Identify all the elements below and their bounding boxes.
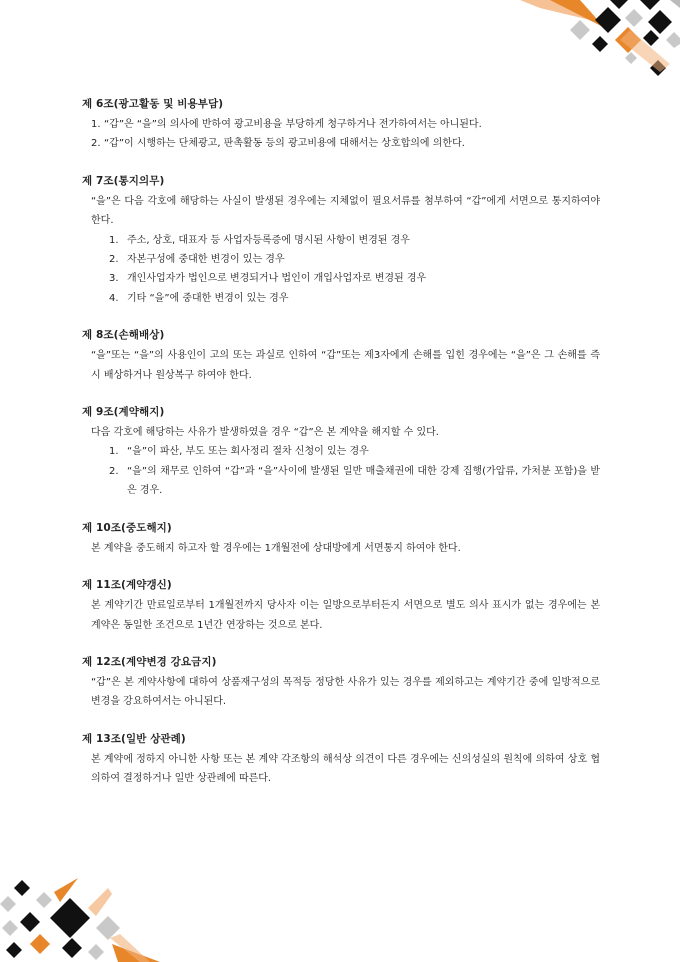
item-number: 2. — [91, 138, 101, 150]
list-item — [82, 134, 600, 153]
article-body: “갑”은 본 계약사항에 대하여 상품재구성의 목적등 정당한 사유가 있는 경우를 제외하고는 계약기간 중에 일방적으로 변경을 강요하여서는 아니된다. — [91, 676, 600, 708]
list-item — [82, 442, 600, 461]
article-body: 본 계약기간 만료일로부터 1개월전까지 당사자 이는 일방으로부터든지 서면으로 별도 의사 표시가 없는 경우에는 본 계약은 동일한 조건으로 1년간 연장하는 것으로 본다. — [91, 600, 600, 631]
list-item — [82, 462, 600, 501]
list-item — [82, 289, 600, 308]
article-body: 본 계약에 정하지 아니한 사항 또는 본 계약 각조항의 해석상 의견이 다른 경우에는 신의성실의 원칙에 의하여 상호 협의하여 결정하거나 일반 상관례에 따른다. — [91, 753, 600, 785]
article-body: 다음 각호에 해당하는 사유가 발생하였을 경우 “갑”은 본 계약을 해지할 수 있다. — [91, 427, 439, 439]
article-heading: 제 10조(중도해지) — [82, 521, 172, 534]
article-heading: 제 7조(통지의무) — [82, 174, 165, 187]
article-13 — [82, 731, 600, 789]
article-heading: 제 8조(손해배상) — [82, 329, 165, 342]
item-number: 1. — [109, 446, 119, 458]
top-diamond-decoration — [510, 0, 680, 80]
article-9 — [82, 404, 600, 501]
article-7 — [82, 173, 600, 308]
item-number: 1. — [109, 234, 119, 246]
article-heading: 제 11조(계약갱신) — [82, 579, 172, 592]
article-body: “을”은 다음 각호에 해당하는 사실이 발생된 경우에는 지체없이 필요서류를 첨부하여 “갑”에게 서면으로 통지하여야 한다. — [91, 195, 600, 227]
item-text: 자본구성에 중대한 변경이 있는 경우 — [127, 254, 285, 266]
list-item — [82, 250, 600, 269]
item-text: 주소, 상호, 대표자 등 사업자등록증에 명시된 사항이 변경된 경우 — [127, 234, 410, 246]
article-10 — [82, 520, 600, 558]
article-body: 본 계약을 중도해지 하고자 할 경우에는 1개월전에 상대방에게 서면통지 하여야 한다. — [91, 542, 461, 554]
item-text: 개인사업자가 법인으로 변경되거나 법인이 개입사업자로 변경된 경우 — [127, 273, 427, 285]
item-number: 1. — [91, 119, 101, 130]
article-heading: 제 13조(일반 상관례) — [82, 732, 186, 745]
item-text: “을”이 파산, 부도 또는 회사정리 절차 신청이 있는 경우 — [127, 446, 369, 458]
article-heading: 제 9조(계약해지) — [82, 406, 165, 419]
article-heading: 제 6조(광고활동 및 비용부담) — [82, 98, 224, 110]
list-item — [82, 231, 600, 250]
clause-list — [82, 442, 600, 500]
clause-list — [82, 231, 600, 309]
article-12 — [82, 654, 600, 712]
item-text: “을”의 채무로 인하여 “갑”과 “을”사이에 발생된 일반 매출채권에 대한 강제 집행(가압류, 가처분 포함)을 받은 경우. — [127, 465, 600, 497]
list-item — [82, 115, 600, 134]
item-text: 기타 “을”에 중대한 변경이 있는 경우 — [127, 292, 289, 304]
item-number: 4. — [109, 292, 119, 304]
item-text: “갑”은 “을”의 의사에 반하여 광고비용을 부당하게 청구하거나 전가하여서는 아니된다. — [104, 119, 482, 130]
article-8 — [82, 327, 600, 385]
list-item — [82, 269, 600, 288]
article-body: “을”또는 “을”의 사용인이 고의 또는 과실로 인하여 “갑”또는 제3자에게 손해를 입힌 경우에는 “을”은 그 손해를 즉시 배상하거나 원상복구 하여야 한다. — [91, 350, 600, 381]
contract-articles — [82, 96, 600, 808]
article-11 — [82, 577, 600, 635]
article-6 — [82, 96, 600, 154]
article-heading: 제 12조(계약변경 강요금지) — [82, 655, 217, 668]
clause-list — [82, 115, 600, 154]
item-number: 2. — [109, 254, 119, 266]
item-number: 3. — [109, 273, 119, 285]
item-text: “갑”이 시행하는 단체광고, 판촉활동 등의 광고비용에 대해서는 상호합의에 의한다. — [104, 138, 465, 150]
bottom-diamond-decoration — [0, 878, 170, 962]
item-number: 2. — [109, 465, 119, 477]
